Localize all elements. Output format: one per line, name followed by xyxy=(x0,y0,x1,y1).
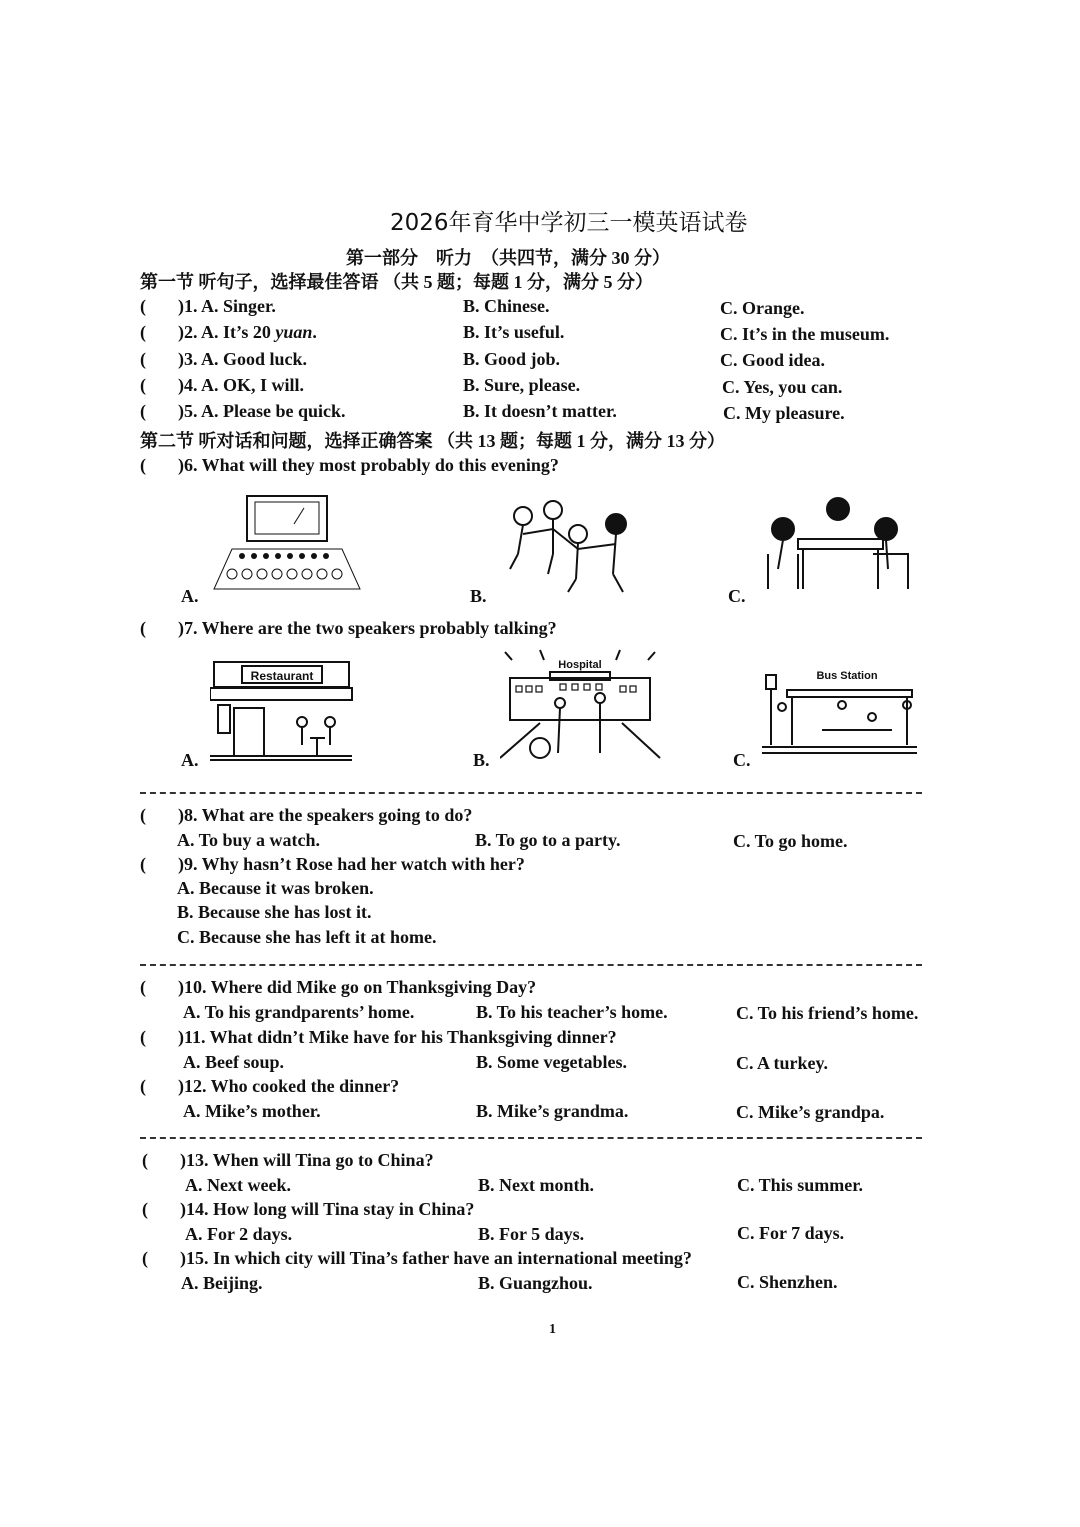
option-a: A. Mike’s mother. xyxy=(183,1101,321,1121)
option-c: C. A turkey. xyxy=(736,1053,829,1073)
option-a: A. To buy a watch. xyxy=(177,830,321,850)
question-2 xyxy=(178,322,317,343)
exam-title: 2026年育华中学初三一模英语试卷 xyxy=(390,210,748,236)
answer-blank: ( xyxy=(142,1199,148,1219)
divider xyxy=(140,1137,922,1139)
students-studying-picture xyxy=(758,494,918,594)
option-b: B. Good job. xyxy=(463,349,561,369)
question-14: )14. How long will Tina stay in China? xyxy=(180,1199,475,1219)
option-a: A. Beef soup. xyxy=(183,1052,285,1072)
answer-blank: ( xyxy=(140,401,146,421)
question-7: )7. Where are the two speakers probably talking? xyxy=(178,618,557,638)
answer-blank: ( xyxy=(140,1076,146,1096)
hospital-picture xyxy=(500,648,662,760)
bus-station-sign: Bus Station xyxy=(816,670,878,682)
option-b: B. For 5 days. xyxy=(478,1224,585,1244)
option-a: A. Beijing. xyxy=(181,1273,263,1293)
answer-blank: ( xyxy=(140,854,146,874)
option-b: B. Some vegetables. xyxy=(476,1052,627,1072)
option-c: C. My pleasure. xyxy=(723,403,845,423)
question-2-text: )2. A. It’s 20 xyxy=(178,322,276,342)
option-b: B. Guangzhou. xyxy=(478,1273,593,1293)
restaurant-picture xyxy=(210,660,355,765)
answer-blank: ( xyxy=(140,349,146,369)
option-c: C. Orange. xyxy=(720,298,805,318)
option-b: B. Chinese. xyxy=(463,296,550,316)
answer-blank: ( xyxy=(140,618,146,638)
answer-blank: ( xyxy=(140,375,146,395)
question-3: )3. A. Good luck. xyxy=(178,349,308,369)
part-heading: 第一部分 听力 （共四节，满分 30 分） xyxy=(346,248,670,268)
section1-heading: 第一节 听句子，选择最佳答语 （共 5 题；每题 1 分，满分 5 分） xyxy=(140,272,653,292)
question-2-italic: yuan xyxy=(275,322,313,342)
option-c: C. Shenzhen. xyxy=(737,1272,838,1292)
question-12: )12. Who cooked the dinner? xyxy=(178,1076,400,1096)
question-5: )5. A. Please be quick. xyxy=(178,401,346,421)
answer-blank: ( xyxy=(142,1150,148,1170)
answer-blank: ( xyxy=(140,805,146,825)
divider xyxy=(140,964,922,966)
hospital-sign: Hospital xyxy=(558,659,602,671)
option-c: C. Because she has left it at home. xyxy=(177,927,437,947)
question-10: )10. Where did Mike go on Thanksgiving Day? xyxy=(178,977,537,997)
option-b: B. Next month. xyxy=(478,1175,594,1195)
answer-blank: ( xyxy=(140,322,146,342)
option-c: C. To go home. xyxy=(733,831,848,851)
option-b: B. Because she has lost it. xyxy=(177,902,372,922)
option-a: A. For 2 days. xyxy=(185,1224,293,1244)
restaurant-sign: Restaurant xyxy=(250,669,314,683)
option-b-label: B. xyxy=(473,750,490,770)
question-11: )11. What didn’t Mike have for his Thanksgiving dinner? xyxy=(178,1027,617,1047)
option-b: B. To go to a party. xyxy=(475,830,621,850)
option-b: B. To his teacher’s home. xyxy=(476,1002,668,1022)
option-c: C. It’s in the museum. xyxy=(720,324,890,344)
question-8: )8. What are the speakers going to do? xyxy=(178,805,473,825)
option-a-label: A. xyxy=(181,750,199,770)
option-a: A. Next week. xyxy=(185,1175,291,1195)
question-1: )1. A. Singer. xyxy=(178,296,276,316)
section2-heading: 第二节 听对话和问题，选择正确答案 （共 13 题；每题 1 分，满分 13 分） xyxy=(140,431,725,451)
option-b: B. It’s useful. xyxy=(463,322,565,342)
question-4: )4. A. OK, I will. xyxy=(178,375,305,395)
question-2-end: . xyxy=(312,322,317,342)
option-b: B. Sure, please. xyxy=(463,375,581,395)
question-9: )9. Why hasn’t Rose had her watch with her? xyxy=(178,854,525,874)
option-b: B. It doesn’t matter. xyxy=(463,401,617,421)
answer-blank: ( xyxy=(140,1027,146,1047)
option-a: A. To his grandparents’ home. xyxy=(183,1002,415,1022)
answer-blank: ( xyxy=(140,977,146,997)
option-c-label: C. xyxy=(728,586,746,606)
option-c: C. For 7 days. xyxy=(737,1223,845,1243)
option-c: C. Good idea. xyxy=(720,350,826,370)
option-c: C. To his friend’s home. xyxy=(736,1003,919,1023)
answer-blank: ( xyxy=(140,455,146,475)
option-a: A. Because it was broken. xyxy=(177,878,374,898)
divider xyxy=(140,792,922,794)
answer-blank: ( xyxy=(140,296,146,316)
option-c: C. Mike’s grandpa. xyxy=(736,1102,885,1122)
question-15: )15. In which city will Tina’s father have an international meeting? xyxy=(180,1248,692,1268)
option-c: C. This summer. xyxy=(737,1175,864,1195)
option-c-label: C. xyxy=(733,750,751,770)
bus-station-picture xyxy=(762,665,922,760)
question-13: )13. When will Tina go to China? xyxy=(180,1150,434,1170)
option-c: C. Yes, you can. xyxy=(722,377,843,397)
cinema-picture xyxy=(212,494,362,594)
children-dancing-picture xyxy=(498,494,638,594)
question-6: )6. What will they most probably do this evening? xyxy=(178,455,559,475)
option-b: B. Mike’s grandma. xyxy=(476,1101,629,1121)
answer-blank: ( xyxy=(142,1248,148,1268)
page-number: 1 xyxy=(549,1322,556,1337)
option-b-label: B. xyxy=(470,586,487,606)
option-a-label: A. xyxy=(181,586,199,606)
